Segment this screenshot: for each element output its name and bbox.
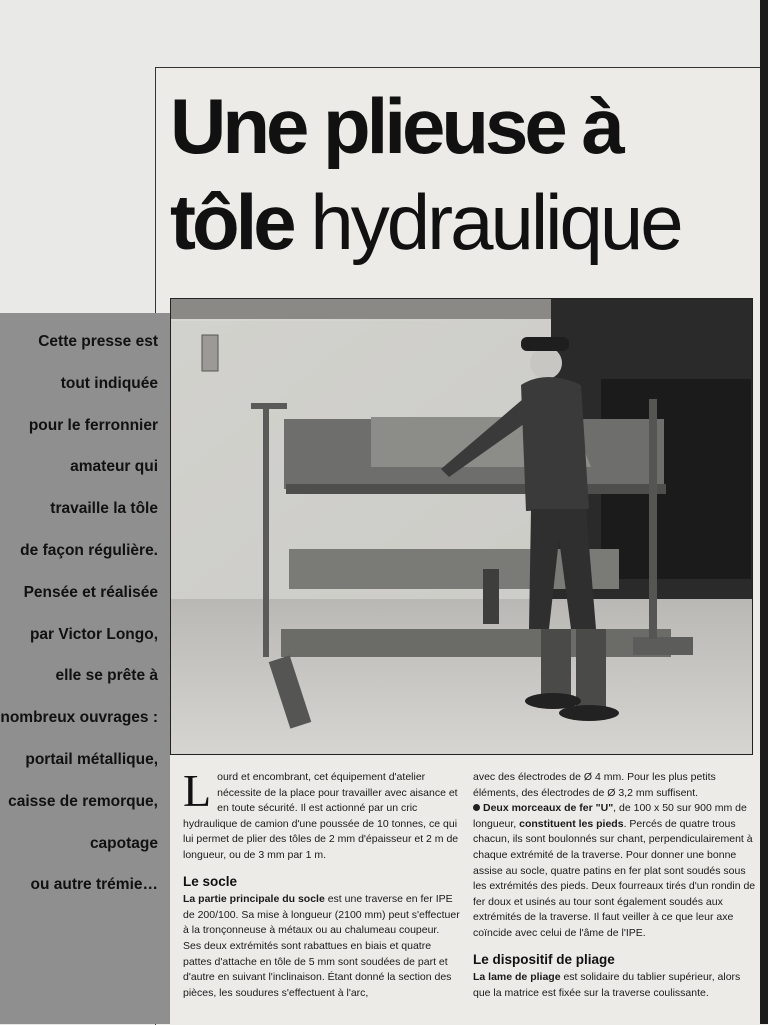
pliage-lead: La lame de pliage — [473, 971, 561, 984]
sidebar-text — [0, 321, 158, 906]
section-heading-socle: Le socle — [183, 873, 238, 889]
text-column-right — [473, 770, 757, 1001]
socle-lead: La partie principale du socle — [183, 893, 325, 906]
pieds-paragraph — [473, 801, 757, 941]
section-heading-pliage: Le dispositif de pliage — [473, 951, 615, 967]
sidebar-line: capotage — [89, 834, 158, 852]
drop-cap: L — [183, 765, 212, 816]
pieds-bold: constituent les pieds — [519, 817, 624, 830]
pieds-lead: Deux morceaux de fer "U" — [483, 802, 614, 815]
title-line-2-light: hydraulique — [310, 178, 681, 266]
text-column-left — [183, 765, 460, 1001]
sidebar-line: Pensée et réalisée — [23, 583, 158, 601]
intro-paragraph — [183, 765, 460, 864]
title-line-1: Une plieuse à — [170, 82, 621, 170]
title-line-2-bold: tôle — [170, 178, 293, 266]
intro-text: ourd et encombrant, cet équipement d'atelier nécessite de la place pour travailler avec aisance et en toute sécurité. Il est actionné par un cric hydraulique de camion d'une poussée de 10 tonnes, ce qui lui permet de plier des tôles de 2 mm d'épaisseur et 2 m de longueur, ou de 3 mm par 1 m. — [183, 771, 459, 861]
pieds-text-1: , de 100 x 50 sur 900 mm de longueur, — [473, 802, 747, 830]
socle-text: est une traverse en fer IPE de 200/100. Sa mise à longueur (2100 mm) peut s'effectuer à la tronçonneuse à métaux ou au chalumeau coupeur. Ses deux extrémités sont rabattues en biais et quatre pattes d'attache en tôle de 5 mm sont soudées de part et d'autre en suivant l'inclinaison. Étant donné la section des pièces, les soudures s'effectuent à l'arc, — [183, 893, 460, 999]
sidebar-line: caisse de remorque, — [8, 792, 158, 810]
socle-paragraph — [183, 892, 460, 1001]
sidebar-line: elle se prête à — [55, 667, 158, 685]
press-photo — [170, 298, 753, 755]
page-edge — [760, 0, 768, 1024]
pliage-text: est solidaire du tablier supérieur, alors que la matrice est fixée sur la traverse coulissante. — [473, 971, 741, 999]
sidebar-line: nombreux ouvrages : — [0, 709, 158, 727]
electrodes-paragraph: avec des électrodes de Ø 4 mm. Pour les plus petits éléments, des électrodes de Ø 3,2 mm suffisent. — [473, 771, 716, 799]
sidebar-line: Cette presse est — [38, 333, 158, 350]
sidebar-line: travaille la tôle — [50, 500, 158, 518]
article-title — [170, 78, 760, 270]
sidebar-line: tout indiquée — [60, 374, 158, 392]
press-photo-illustration — [171, 299, 752, 754]
sidebar-line: ou autre trémie… — [30, 876, 158, 894]
pieds-text-2: . Percés de quatre trous chacun, ils sont boulonnés sur chant, perpendiculairement à chaque extrémité de la traverse. Pour donner une bonne assise au socle, quatre patins en fer plat sont soudés sous les extrémités des pieds. Deux fourreaux tirés d'un rondin de fer doux et usinés au tour sont également soudés aux extrémités de la traverse. Il faut veiller à ce que leur axe coïncide avec celui de l'âme de l'IPE. — [473, 817, 756, 939]
sidebar-intro — [0, 313, 170, 1024]
sidebar-line: par Victor Longo, — [29, 625, 158, 643]
sidebar-line: pour le ferronnier — [28, 416, 158, 434]
sidebar-line: de façon régulière. — [20, 541, 158, 559]
sidebar-line: amateur qui — [70, 458, 158, 476]
pliage-paragraph — [473, 970, 757, 1001]
sidebar-line: portail métallique, — [25, 750, 158, 768]
bullet-icon — [473, 804, 480, 811]
